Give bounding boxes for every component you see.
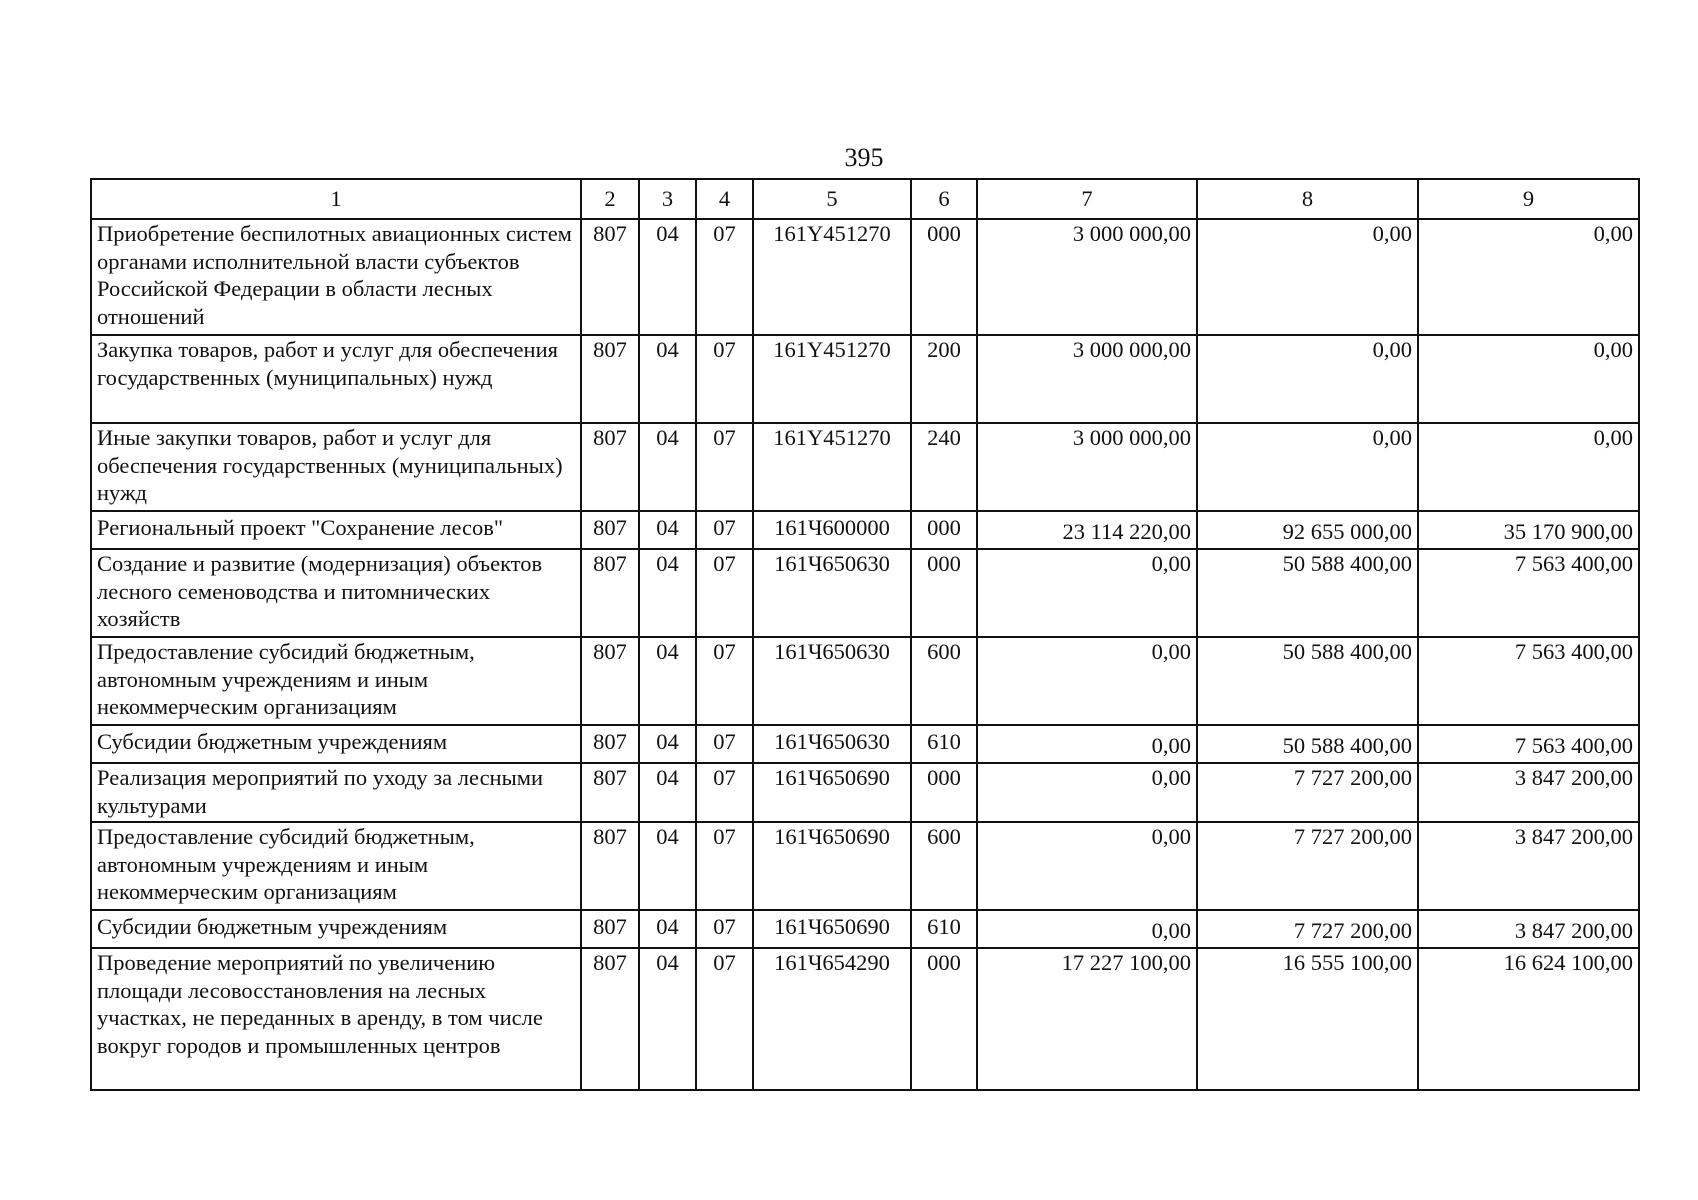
amount-col9: 7 563 400,00 (1418, 637, 1639, 725)
target-article-code: 161Ч650630 (753, 637, 911, 725)
column-header: 6 (911, 179, 977, 219)
section-code: 04 (639, 219, 696, 335)
column-header: 8 (1197, 179, 1418, 219)
target-article-code: 161Ч650630 (753, 725, 911, 763)
target-article-code: 161Y451270 (753, 335, 911, 423)
subsection-code: 07 (696, 725, 753, 763)
target-article-code: 161Ч650630 (753, 549, 911, 637)
column-header: 7 (977, 179, 1197, 219)
table-row (91, 822, 1639, 910)
target-article-code: 161Ч650690 (753, 822, 911, 910)
row-name: Предоставление субсидий бюджетным, автономным учреждениям и иным некоммерческим организациям (91, 822, 581, 910)
row-name: Проведение мероприятий по увеличению площади лесовосстановления на лесных участках, не переданных в аренду, в том числе вокруг городов и промышленных центров (91, 948, 581, 1090)
subsection-code: 07 (696, 948, 753, 1090)
expense-type-code: 000 (911, 948, 977, 1090)
ministry-code: 807 (581, 637, 639, 725)
column-header: 1 (91, 179, 581, 219)
target-article-code: 161Ч600000 (753, 511, 911, 549)
amount-col9: 0,00 (1418, 219, 1639, 335)
amount-col9: 3 847 200,00 (1418, 763, 1639, 822)
amount-col8: 0,00 (1197, 335, 1418, 423)
section-code: 04 (639, 822, 696, 910)
table-row (91, 335, 1639, 423)
expense-type-code: 240 (911, 423, 977, 511)
expense-type-code: 000 (911, 549, 977, 637)
amount-col8: 0,00 (1197, 219, 1418, 335)
amount-col7: 0,00 (977, 637, 1197, 725)
column-header: 3 (639, 179, 696, 219)
amount-col8: 7 727 200,00 (1197, 910, 1418, 948)
amount-col9: 0,00 (1418, 423, 1639, 511)
subsection-code: 07 (696, 549, 753, 637)
expense-type-code: 000 (911, 511, 977, 549)
ministry-code: 807 (581, 725, 639, 763)
expense-type-code: 610 (911, 725, 977, 763)
row-name: Субсидии бюджетным учреждениям (91, 725, 581, 763)
subsection-code: 07 (696, 219, 753, 335)
amount-col9: 3 847 200,00 (1418, 910, 1639, 948)
amount-col7: 0,00 (977, 910, 1197, 948)
ministry-code: 807 (581, 549, 639, 637)
target-article-code: 161Ч650690 (753, 763, 911, 822)
expense-type-code: 000 (911, 219, 977, 335)
amount-col7: 0,00 (977, 549, 1197, 637)
subsection-code: 07 (696, 763, 753, 822)
amount-col8: 7 727 200,00 (1197, 822, 1418, 910)
amount-col9: 0,00 (1418, 335, 1639, 423)
amount-col8: 50 588 400,00 (1197, 549, 1418, 637)
row-name: Реализация мероприятий по уходу за лесными культурами (91, 763, 581, 822)
ministry-code: 807 (581, 335, 639, 423)
subsection-code: 07 (696, 511, 753, 549)
amount-col9: 3 847 200,00 (1418, 822, 1639, 910)
amount-col7: 17 227 100,00 (977, 948, 1197, 1090)
budget-table (90, 178, 1640, 1091)
expense-type-code: 610 (911, 910, 977, 948)
amount-col7: 23 114 220,00 (977, 511, 1197, 549)
section-code: 04 (639, 335, 696, 423)
amount-col8: 92 655 000,00 (1197, 511, 1418, 549)
section-code: 04 (639, 763, 696, 822)
amount-col9: 16 624 100,00 (1418, 948, 1639, 1090)
section-code: 04 (639, 511, 696, 549)
section-code: 04 (639, 637, 696, 725)
row-name: Создание и развитие (модернизация) объектов лесного семеноводства и питомнических хозяйств (91, 549, 581, 637)
ministry-code: 807 (581, 763, 639, 822)
amount-col7: 0,00 (977, 763, 1197, 822)
amount-col7: 3 000 000,00 (977, 219, 1197, 335)
expense-type-code: 200 (911, 335, 977, 423)
subsection-code: 07 (696, 335, 753, 423)
target-article-code: 161Ч654290 (753, 948, 911, 1090)
section-code: 04 (639, 423, 696, 511)
table-row (91, 910, 1639, 948)
section-code: 04 (639, 948, 696, 1090)
subsection-code: 07 (696, 423, 753, 511)
row-name: Приобретение беспилотных авиационных систем органами исполнительной власти субъектов Российской Федерации в области лесных отношений (91, 219, 581, 335)
expense-type-code: 600 (911, 637, 977, 725)
amount-col9: 7 563 400,00 (1418, 725, 1639, 763)
target-article-code: 161Ч650690 (753, 910, 911, 948)
table-row (91, 637, 1639, 725)
section-code: 04 (639, 910, 696, 948)
amount-col8: 50 588 400,00 (1197, 637, 1418, 725)
amount-col7: 3 000 000,00 (977, 423, 1197, 511)
amount-col8: 16 555 100,00 (1197, 948, 1418, 1090)
ministry-code: 807 (581, 948, 639, 1090)
page-number: 395 (844, 143, 884, 172)
table-row (91, 511, 1639, 549)
row-name: Иные закупки товаров, работ и услуг для обеспечения государственных (муниципальных) нужд (91, 423, 581, 511)
amount-col8: 7 727 200,00 (1197, 763, 1418, 822)
ministry-code: 807 (581, 511, 639, 549)
ministry-code: 807 (581, 910, 639, 948)
subsection-code: 07 (696, 822, 753, 910)
row-name: Закупка товаров, работ и услуг для обеспечения государственных (муниципальных) нужд (91, 335, 581, 423)
amount-col9: 35 170 900,00 (1418, 511, 1639, 549)
row-name: Предоставление субсидий бюджетным, автономным учреждениям и иным некоммерческим организациям (91, 637, 581, 725)
header-row (91, 179, 1639, 219)
table-row (91, 725, 1639, 763)
amount-col7: 3 000 000,00 (977, 335, 1197, 423)
target-article-code: 161Y451270 (753, 423, 911, 511)
amount-col8: 50 588 400,00 (1197, 725, 1418, 763)
ministry-code: 807 (581, 822, 639, 910)
expense-type-code: 000 (911, 763, 977, 822)
target-article-code: 161Y451270 (753, 219, 911, 335)
table-row (91, 763, 1639, 822)
amount-col8: 0,00 (1197, 423, 1418, 511)
amount-col9: 7 563 400,00 (1418, 549, 1639, 637)
section-code: 04 (639, 725, 696, 763)
subsection-code: 07 (696, 637, 753, 725)
table-row (91, 549, 1639, 637)
amount-col7: 0,00 (977, 725, 1197, 763)
expense-type-code: 600 (911, 822, 977, 910)
table-row (91, 423, 1639, 511)
ministry-code: 807 (581, 219, 639, 335)
column-header: 9 (1418, 179, 1639, 219)
row-name: Региональный проект "Сохранение лесов" (91, 511, 581, 549)
section-code: 04 (639, 549, 696, 637)
column-header: 2 (581, 179, 639, 219)
table-row (91, 948, 1639, 1090)
table-row (91, 219, 1639, 335)
column-header: 4 (696, 179, 753, 219)
subsection-code: 07 (696, 910, 753, 948)
column-header: 5 (753, 179, 911, 219)
amount-col7: 0,00 (977, 822, 1197, 910)
row-name: Субсидии бюджетным учреждениям (91, 910, 581, 948)
ministry-code: 807 (581, 423, 639, 511)
